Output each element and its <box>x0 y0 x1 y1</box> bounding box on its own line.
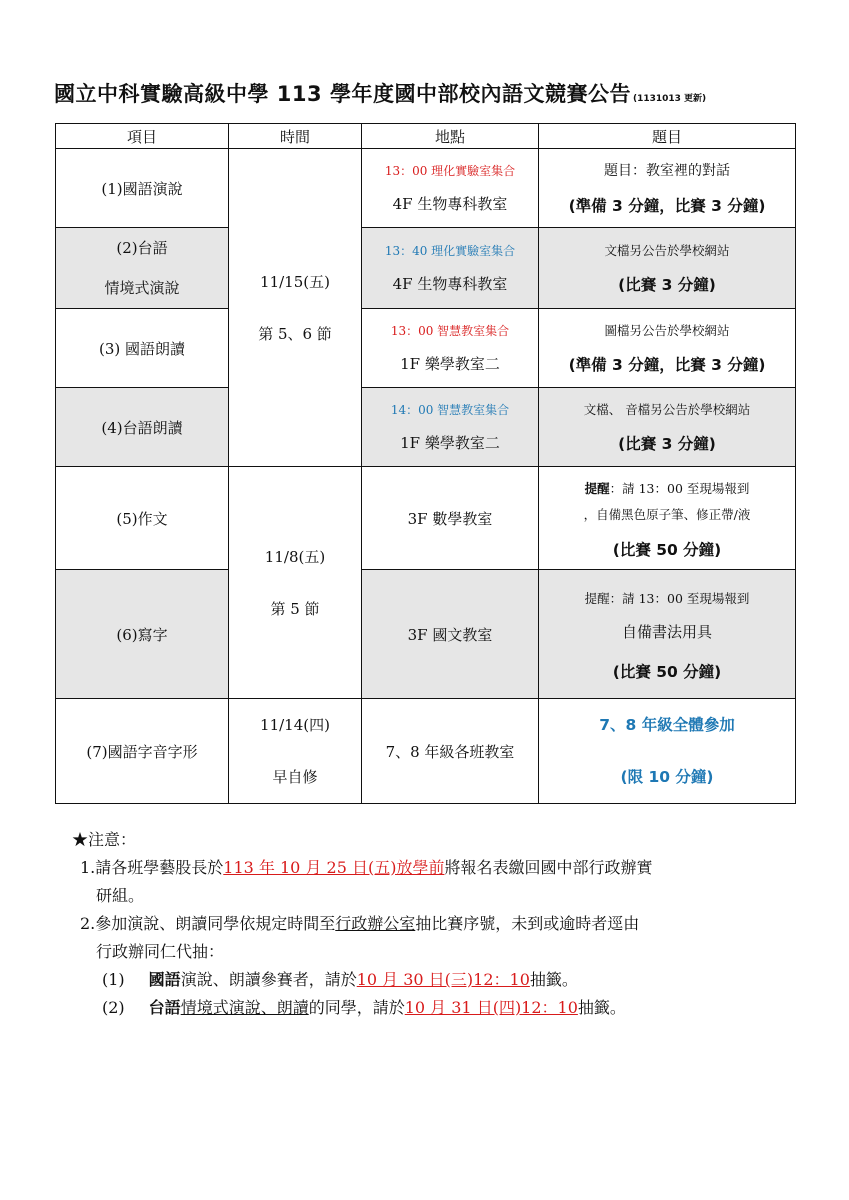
item-cell: (1)國語演說 <box>56 149 229 228</box>
header-place: 地點 <box>362 124 539 149</box>
item-cell: (4)台語朗讀 <box>56 388 229 467</box>
item-line: (2)台語 <box>116 239 168 257</box>
topic-text: 自備書法用具 <box>621 623 712 641</box>
topic-cell <box>539 699 796 804</box>
topic-cell <box>539 149 796 228</box>
place-name: 1F 樂學教室二 <box>400 355 500 373</box>
place-cell: 3F 數學教室 <box>362 467 539 570</box>
topic-duration: (比賽 50 分鐘) <box>612 663 722 681</box>
meet-point: 13：00 理化實驗室集合 <box>384 164 516 178</box>
place-cell: 7、8 年級各班教室 <box>362 699 539 804</box>
sub-note-2: (2) 台語情境式演說、朗讀的同學，請於10 月 31 日(四)12：10抽籤。 <box>102 998 626 1017</box>
notes-section <box>72 826 812 1022</box>
topic-text: ，自備黑色原子筆、修正帶/液 <box>583 507 751 522</box>
header-item: 項目 <box>56 124 229 149</box>
item-cell: (6)寫字 <box>56 570 229 699</box>
item-cell: (3) 國語朗讀 <box>56 309 229 388</box>
table-header-row <box>56 124 796 149</box>
place-name: 1F 樂學教室二 <box>400 434 500 452</box>
place-cell <box>362 309 539 388</box>
note-2-cont: 行政辦同仁代抽： <box>96 942 225 961</box>
table-row <box>56 388 796 467</box>
time-cell <box>229 467 362 699</box>
topic-text: 文檔另公告於學校網站 <box>604 243 730 258</box>
topic-text: 題目：教室裡的對話 <box>604 163 730 179</box>
topic-text: 圖檔另公告於學校網站 <box>604 323 730 338</box>
title-update-note: (1131013 更新) <box>632 94 707 104</box>
table-row <box>56 467 796 570</box>
meet-point: 14：00 智慧教室集合 <box>390 403 510 417</box>
item-cell: (5)作文 <box>56 467 229 570</box>
topic-duration: (準備 3 分鐘，比賽 3 分鐘) <box>568 197 766 215</box>
place-cell: 3F 國文教室 <box>362 570 539 699</box>
time-date: 11/15(五) <box>260 272 330 291</box>
header-topic: 題目 <box>539 124 796 149</box>
time-period: 早自修 <box>272 768 318 786</box>
item-line: 情境式演說 <box>104 279 180 297</box>
item-cell: (7)國語字音字形 <box>56 699 229 804</box>
topic-duration: (比賽 3 分鐘) <box>618 435 716 453</box>
table-row <box>56 149 796 228</box>
table-row <box>56 699 796 804</box>
topic-duration: (準備 3 分鐘，比賽 3 分鐘) <box>568 356 766 374</box>
topic-cell <box>539 228 796 309</box>
topic-cell <box>539 570 796 699</box>
place-cell <box>362 149 539 228</box>
table-row <box>56 570 796 699</box>
note-2: 2.參加演說、朗讀同學依規定時間至行政辦公室抽比賽序號，未到或逾時者逕由 <box>80 914 640 933</box>
topic-text: 7、8 年級全體參加 <box>599 716 735 734</box>
time-cell <box>229 149 362 467</box>
notes-heading: ★注意： <box>72 830 137 849</box>
draw-date-2: 10 月 31 日(四)12：10 <box>404 998 578 1017</box>
table-row <box>56 309 796 388</box>
draw-date-1: 10 月 30 日(三)12：10 <box>356 970 530 989</box>
topic-duration: (比賽 50 分鐘) <box>612 541 722 559</box>
header-time: 時間 <box>229 124 362 149</box>
deadline-date: 113 年 10 月 25 日(五)放學前 <box>223 858 445 877</box>
time-date: 11/8(五) <box>264 547 326 566</box>
item-cell <box>56 228 229 309</box>
topic-text: ：請 13：00 至現場報到 <box>609 481 750 496</box>
topic-cell <box>539 309 796 388</box>
sub-note-1: (1) 國語演說、朗讀參賽者，請於10 月 30 日(三)12：10抽籤。 <box>102 970 578 989</box>
topic-cell <box>539 388 796 467</box>
reminder-label: 提醒 <box>584 481 610 496</box>
place-cell <box>362 228 539 309</box>
time-date: 11/14(四) <box>260 716 330 734</box>
topic-text: 文檔、 音檔另公告於學校網站 <box>583 402 751 417</box>
place-cell <box>362 388 539 467</box>
table-row <box>56 228 796 309</box>
topic-duration: (比賽 3 分鐘) <box>618 276 716 294</box>
time-period: 第 5、6 節 <box>258 324 332 343</box>
topic-text: 提醒：請 13：00 至現場報到 <box>584 591 750 606</box>
topic-duration: (限 10 分鐘) <box>620 768 714 786</box>
page-title: 國立中科實驗高級中學 113 學年度國中部校內語文競賽公告 (1131013 更新) <box>54 82 707 106</box>
time-cell <box>229 699 362 804</box>
competition-table <box>55 123 796 804</box>
note-1: 1.請各班學藝股長於113 年 10 月 25 日(五)放學前將報名表繳回國中部行政辦實 <box>80 858 653 877</box>
meet-point: 13：40 理化實驗室集合 <box>384 244 516 258</box>
place-name: 4F 生物專科教室 <box>392 195 508 213</box>
meet-point: 13：00 智慧教室集合 <box>390 324 510 338</box>
topic-cell <box>539 467 796 570</box>
note-1-cont: 研組。 <box>96 886 145 905</box>
place-name: 4F 生物專科教室 <box>392 275 508 293</box>
office-name: 行政辦公室 <box>335 914 416 933</box>
time-period: 第 5 節 <box>270 599 320 618</box>
